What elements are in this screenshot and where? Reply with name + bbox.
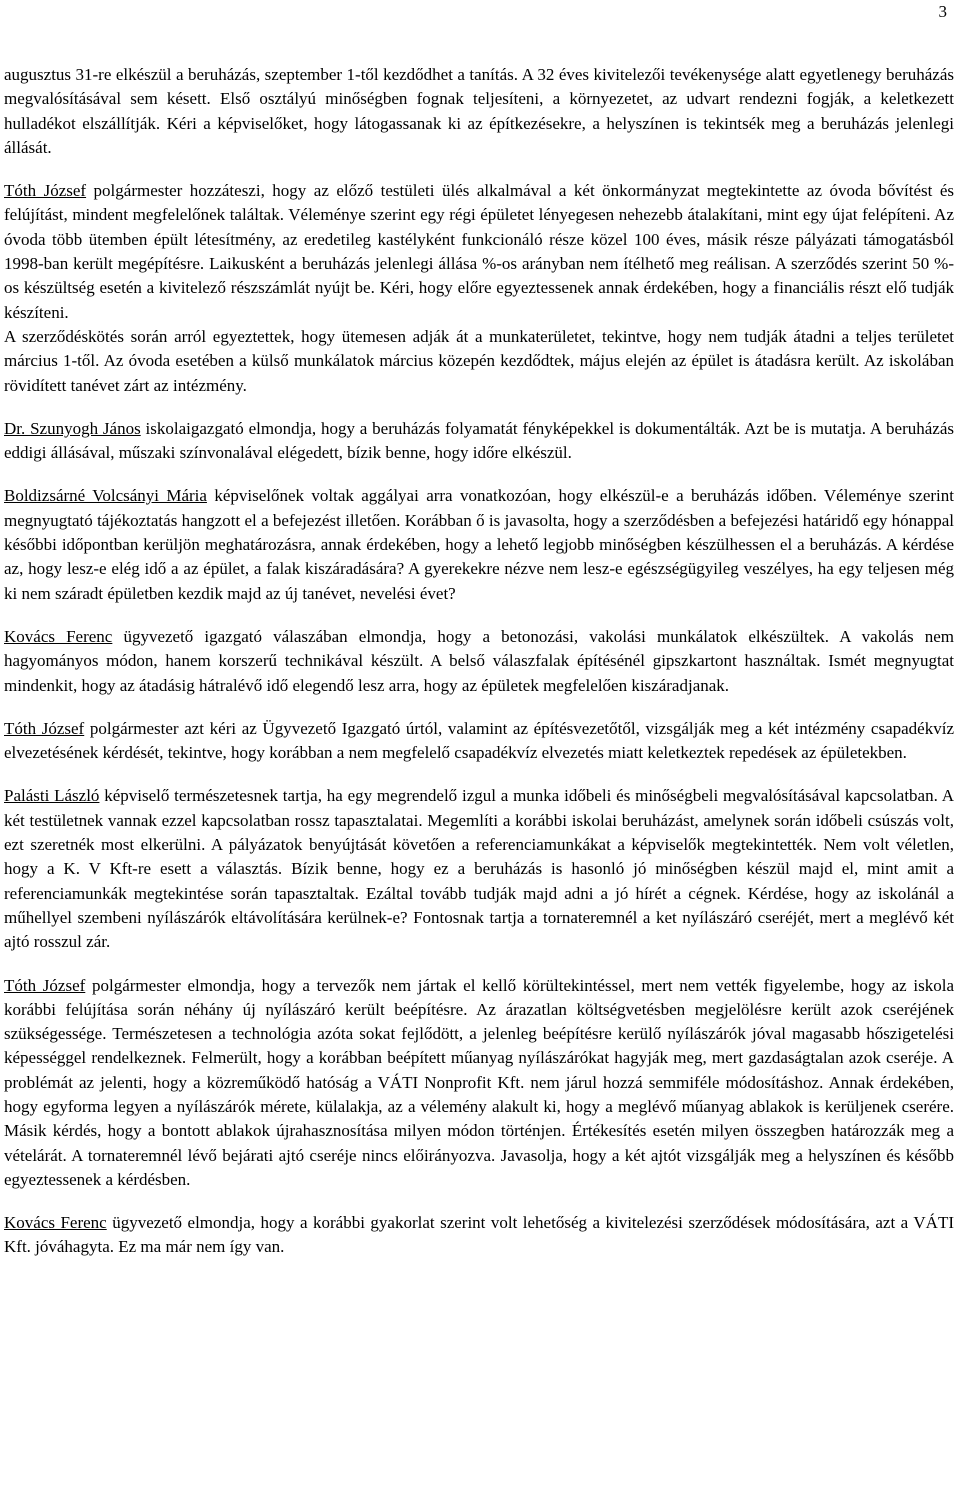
paragraph-8 (4, 784, 954, 954)
paragraph-2 (4, 179, 954, 325)
paragraph-text: polgármester elmondja, hogy a tervezők nem jártak el kellő körültekintéssel, mert nem vették figyelembe, hogy az iskola korábbi felújítása során néhány új nyílászáró került beépítésre. Az árazatlan költségvetésben megjelölésre került azok cseréjének szükségessége. Természetesen a technológia azóta sokat fejlődött, a jelenleg beépítésre kerülő nyílászárók jóval magasabb hőszigetelési képességgel rendelkeznek. Felmerült, hogy a korábban beépített műanyag nyílászárókat hagyják meg, mert gazdaságtalan azok cseréje. A problémát az jelenti, hogy a közreműködő hatóság a VÁTI Nonprofit Kft. nem járul hozzá semmiféle módosításhoz. Annak érdekében, hogy egyforma legyen a nyílászárók mérete, külalakja, az a vélemény alakult ki, hogy a meglévő műanyag ablakok is kerüljenek cserére. Másik kérdés, hogy a bontott ablakok újrahasznosítása milyen módon történjen. Értékesítés esetén milyen összegben határozzák meg a vételárát. A tornateremnél lévő bejárati ajtó cseréje nincs előirányozva. Javasolja, hogy a két ajtót vizsgálják meg a helyszínen és később egyeztessenek a kérdésben. (4, 975, 954, 1189)
paragraph-text: polgármester hozzáteszi, hogy az előző testületi ülés alkalmával a két önkormányzat megtekintette az óvoda bővítést és felújítást, mindent megfelelőnek találtak. Véleménye szerint egy régi épületet lényegesen nehezebb átalakítani, mint egy újat felépíteni. Az óvoda több ütemben épült létesítmény, az eredetileg kastélyként funkcionáló része közel 100 éves, másik része pályázati támogatásból 1998-ban került megépítésre. Laikusként a beruházás jelenlegi állása %-os arányban nem ítélhető meg reálisan. A szerződés szerint 50 %-os készültség esetén a kivitelező részszámlát nyújt be. Kéri, hogy előre egyeztessenek annak érdekében, hogy a financiális részt elő tudják készíteni. (4, 181, 954, 322)
document-body (4, 63, 954, 1260)
page-number: 3 (938, 2, 947, 21)
speaker-name: Kovács Ferenc (4, 1213, 107, 1233)
paragraph-text: A szerződéskötés során arról egyeztettek, hogy ütemesen adják át a munkaterületet, tekintve, hogy nem tudják átadni a teljes területet március 1-től. Az óvoda esetében a külső munkálatok március közepén kezdődtek, május elején az épület is átadásra került. Az iskolában rövidített tanévet zárt az intézmény. (4, 326, 954, 395)
speaker-name: Tóth József (4, 718, 85, 738)
paragraph-5 (4, 484, 954, 605)
paragraph-10 (4, 1211, 954, 1260)
paragraph-text: augusztus 31-re elkészül a beruházás, szeptember 1-től kezdődhet a tanítás. A 32 éves kivitelezői tevékenysége alatt egyetlenegy beruházás megvalósításával sem késett. Első osztályú minőségben fognak teljesíteni, a környezetet, az udvart rendezni fogják, a keletkezett hulladékot elszállítják. Kéri a képviselőket, hogy látogassanak ki az építkezésekre, a helyszínen is tekintsék meg a beruházás jelenlegi állását. (4, 65, 954, 157)
paragraph-text: képviselő természetesnek tartja, ha egy megrendelő izgul a munka időbeli és minőségbeli megvalósításával kapcsolatban. A két testületnek vannak ezzel kapcsolatban rossz tapasztalatai. Megemlíti a korábbi iskolai beruházást, amelynek során időbeli csúszás volt, ezt szeretnék most elkerülni. A pályázatok benyújtását követően a referenciamunkákat a képviselők megtekintették. Nem volt véletlen, hogy a K. V Kft-re esett a választás. Bízik benne, hogy ez a beruházás is hasonló jó minőségben készül majd el, mint amit a referenciamunkák megtekintése során tapasztaltak. Ezáltal tovább tudják majd adni a jó hírét a cégnek. Kérdése, hogy az iskolánál a műhellyel szembeni nyílászárók eltávolítására kerülnek-e? Fontosnak tartja a tornateremnél a ket nyílászáró cseréjét, mert a meglévő két ajtó rosszul zár. (4, 786, 954, 952)
paragraph-7 (4, 717, 954, 766)
paragraph-text: ügyvezető elmondja, hogy a korábbi gyakorlat szerint volt lehetőség a kivitelezési szerződések módosítására, azt a VÁTI Kft. jóváhagyta. Ez ma már nem így van. (4, 1213, 954, 1257)
paragraph-text: polgármester azt kéri az Ügyvezető Igazgató úrtól, valamint az építésvezetőtől, vizsgálják meg a két intézmény csapadékvíz elvezetésének kérdését, tekintve, hogy korábban a nem megfelelő csapadékvíz elvezetés miatt keletkeztek repedések az épületekben. (4, 718, 954, 763)
paragraph-text: képviselőnek voltak aggályai arra vonatkozóan, hogy elkészül-e a beruházás időben. Véleménye szerint megnyugtató tájékoztatás hangzott el a befejezést illetően. Korábban ő is javasolta, hogy a szerződésben a befejezési határidő egy hónappal későbbi időpontban kerüljön meghatározásra, annak érdekében, hogy a lehető legjobb minőségben készülhessen el a beruházás. A kérdése az, hogy lesz-e elég idő a az épület, a falak kiszáradására? A gyerekekre nézve nem lesz-e egészségügyileg veszélyes, ha egy teljesen még ki nem száradt épületben kezdik majd az új tanévet, nevelési évet? (4, 486, 954, 603)
paragraph-text: ügyvezető igazgató válaszában elmondja, hogy a betonozási, vakolási munkálatok elkészültek. A vakolás nem hagyományos módon, hanem korszerű technikával készült. A belső válaszfalak építésénél gipszkartont használtak. Ismét megnyugtat mindenkit, hogy az átadásig hátralévő idő elegendő lesz arra, hogy az épületek megfelelően kiszáradjanak. (4, 626, 954, 695)
speaker-name: Tóth József (4, 181, 87, 201)
paragraph-4 (4, 417, 954, 466)
speaker-name: Kovács Ferenc (4, 626, 113, 646)
speaker-name: Palásti László (4, 786, 100, 806)
speaker-name: Boldizsárné Volcsányi Mária (4, 486, 207, 506)
speaker-name: Tóth József (4, 975, 86, 995)
paragraph-9 (4, 974, 954, 1193)
paragraph-6 (4, 625, 954, 698)
speaker-name: Dr. Szunyogh János (4, 418, 141, 438)
paragraph-1 (4, 63, 954, 160)
paragraph-3 (4, 325, 954, 398)
paragraph-text: iskolaigazgató elmondja, hogy a beruházás folyamatát fényképekkel is dokumentálták. Azt be is mutatja. A beruházás eddigi állásával, műszaki színvonalával elégedett, bízik benne, hogy időre elkészül. (4, 418, 954, 463)
